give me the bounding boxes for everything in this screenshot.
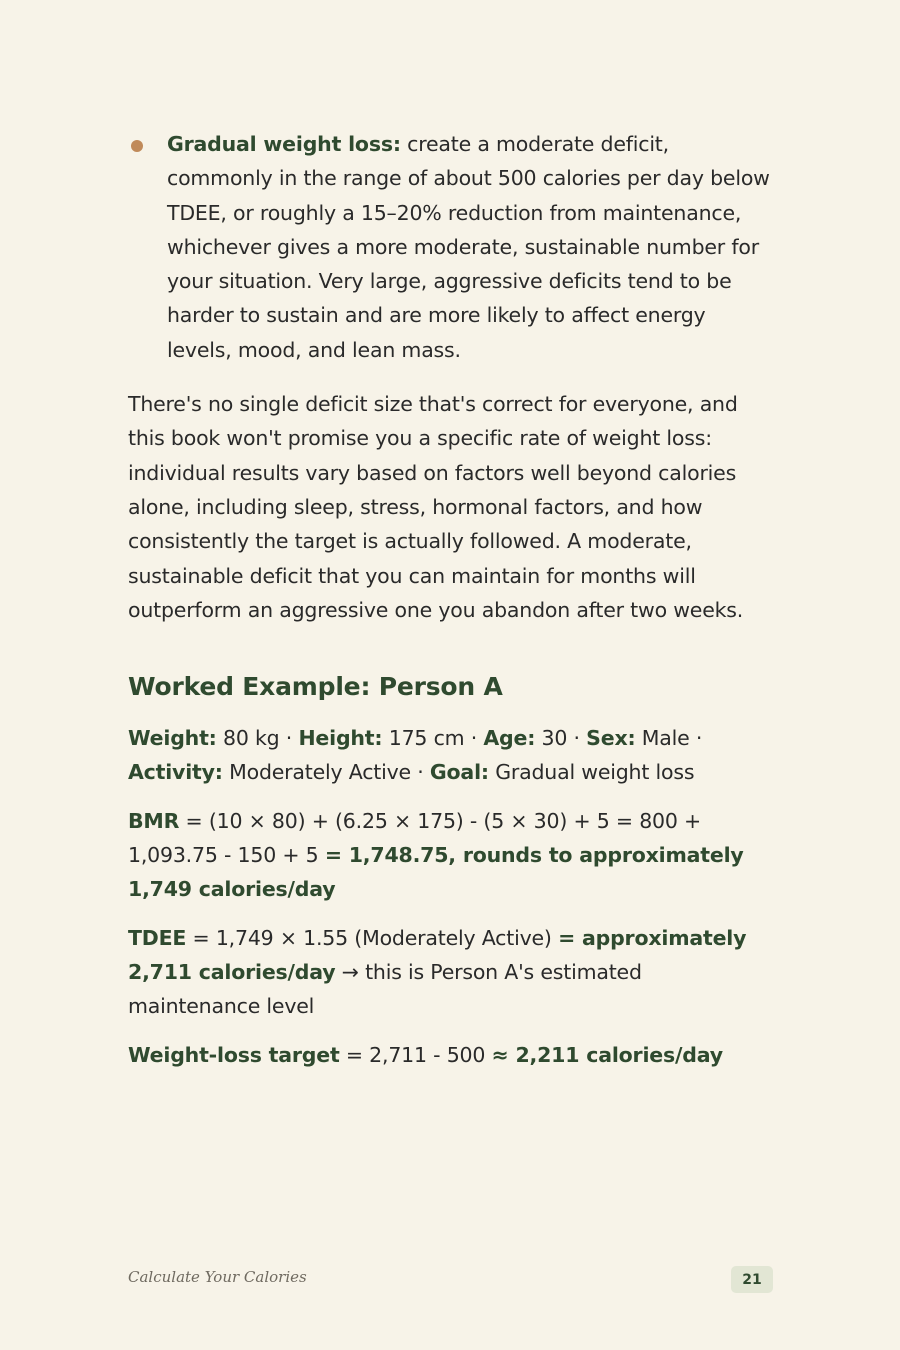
sex-label: Sex: — [586, 726, 636, 751]
footer-chapter-title: Calculate Your Calories — [128, 1268, 307, 1286]
bullet-text — [167, 127, 774, 367]
section-heading: Worked Example: Person A — [128, 672, 503, 702]
weight-value: 80 kg · — [216, 726, 299, 751]
page-number-badge: 21 — [731, 1266, 773, 1293]
sex-value: Male · — [635, 726, 703, 751]
age-value: 30 · — [535, 726, 587, 751]
tdee-formula: = 1,749 × 1.55 (Moderately Active) — [186, 925, 559, 950]
height-value: 175 cm · — [382, 726, 484, 751]
body-paragraph: There's no single deficit size that's correct for everyone, and this book won't promise you a specific rate of weight loss: individual results vary based on factors well beyond calories alone, including sleep, stress, hormonal factors, and how consistently the target is actually followed. A moderate, sustainable deficit that you can maintain for months will outperform an aggressive one you abandon after two weeks. — [128, 392, 744, 622]
bmr-formula: = (10 × 80) + (6.25 × 175) - (5 × 30) + 5 = 800 + 1,093.75 - 150 + 5 — [128, 808, 702, 868]
bmr-calculation — [128, 804, 774, 907]
bmr-result: = 1,748.75, rounds to approximately 1,749 calories/day — [128, 843, 744, 902]
activity-value: Moderately Active · — [222, 760, 430, 785]
tdee-note: → this is Person A's estimated maintenance level — [128, 959, 642, 1019]
target-calculation — [128, 1038, 774, 1072]
bmr-label: BMR — [128, 808, 180, 833]
bullet-dot-icon — [131, 140, 143, 152]
bullet-lead: Gradual weight loss: — [167, 132, 401, 156]
bullet-item — [128, 127, 774, 367]
tdee-label: TDEE — [128, 925, 187, 950]
profile-line — [128, 721, 774, 790]
activity-label: Activity: — [128, 760, 223, 785]
tdee-calculation — [128, 921, 774, 1024]
page-content — [128, 127, 774, 1072]
goal-value: Gradual weight loss — [488, 760, 695, 785]
weight-label: Weight: — [128, 726, 217, 751]
target-result: ≈ 2,211 calories/day — [491, 1042, 723, 1067]
age-label: Age: — [483, 726, 536, 751]
bullet-body: create a moderate deficit, commonly in the range of about 500 calories per day below TDEE, or roughly a 15–20% reduction from maintenance, whichever gives a more moderate, sustainable number for your situation. Very large, aggressive deficits tend to be harder to sustain and are more likely to affect energy levels, mood, and lean mass. — [167, 132, 770, 362]
tdee-result: = approximately 2,711 calories/day — [128, 925, 747, 984]
height-label: Height: — [298, 726, 383, 751]
goal-label: Goal: — [429, 760, 489, 785]
target-label: Weight-loss target — [128, 1042, 340, 1067]
target-formula: = 2,711 - 500 — [339, 1042, 492, 1067]
